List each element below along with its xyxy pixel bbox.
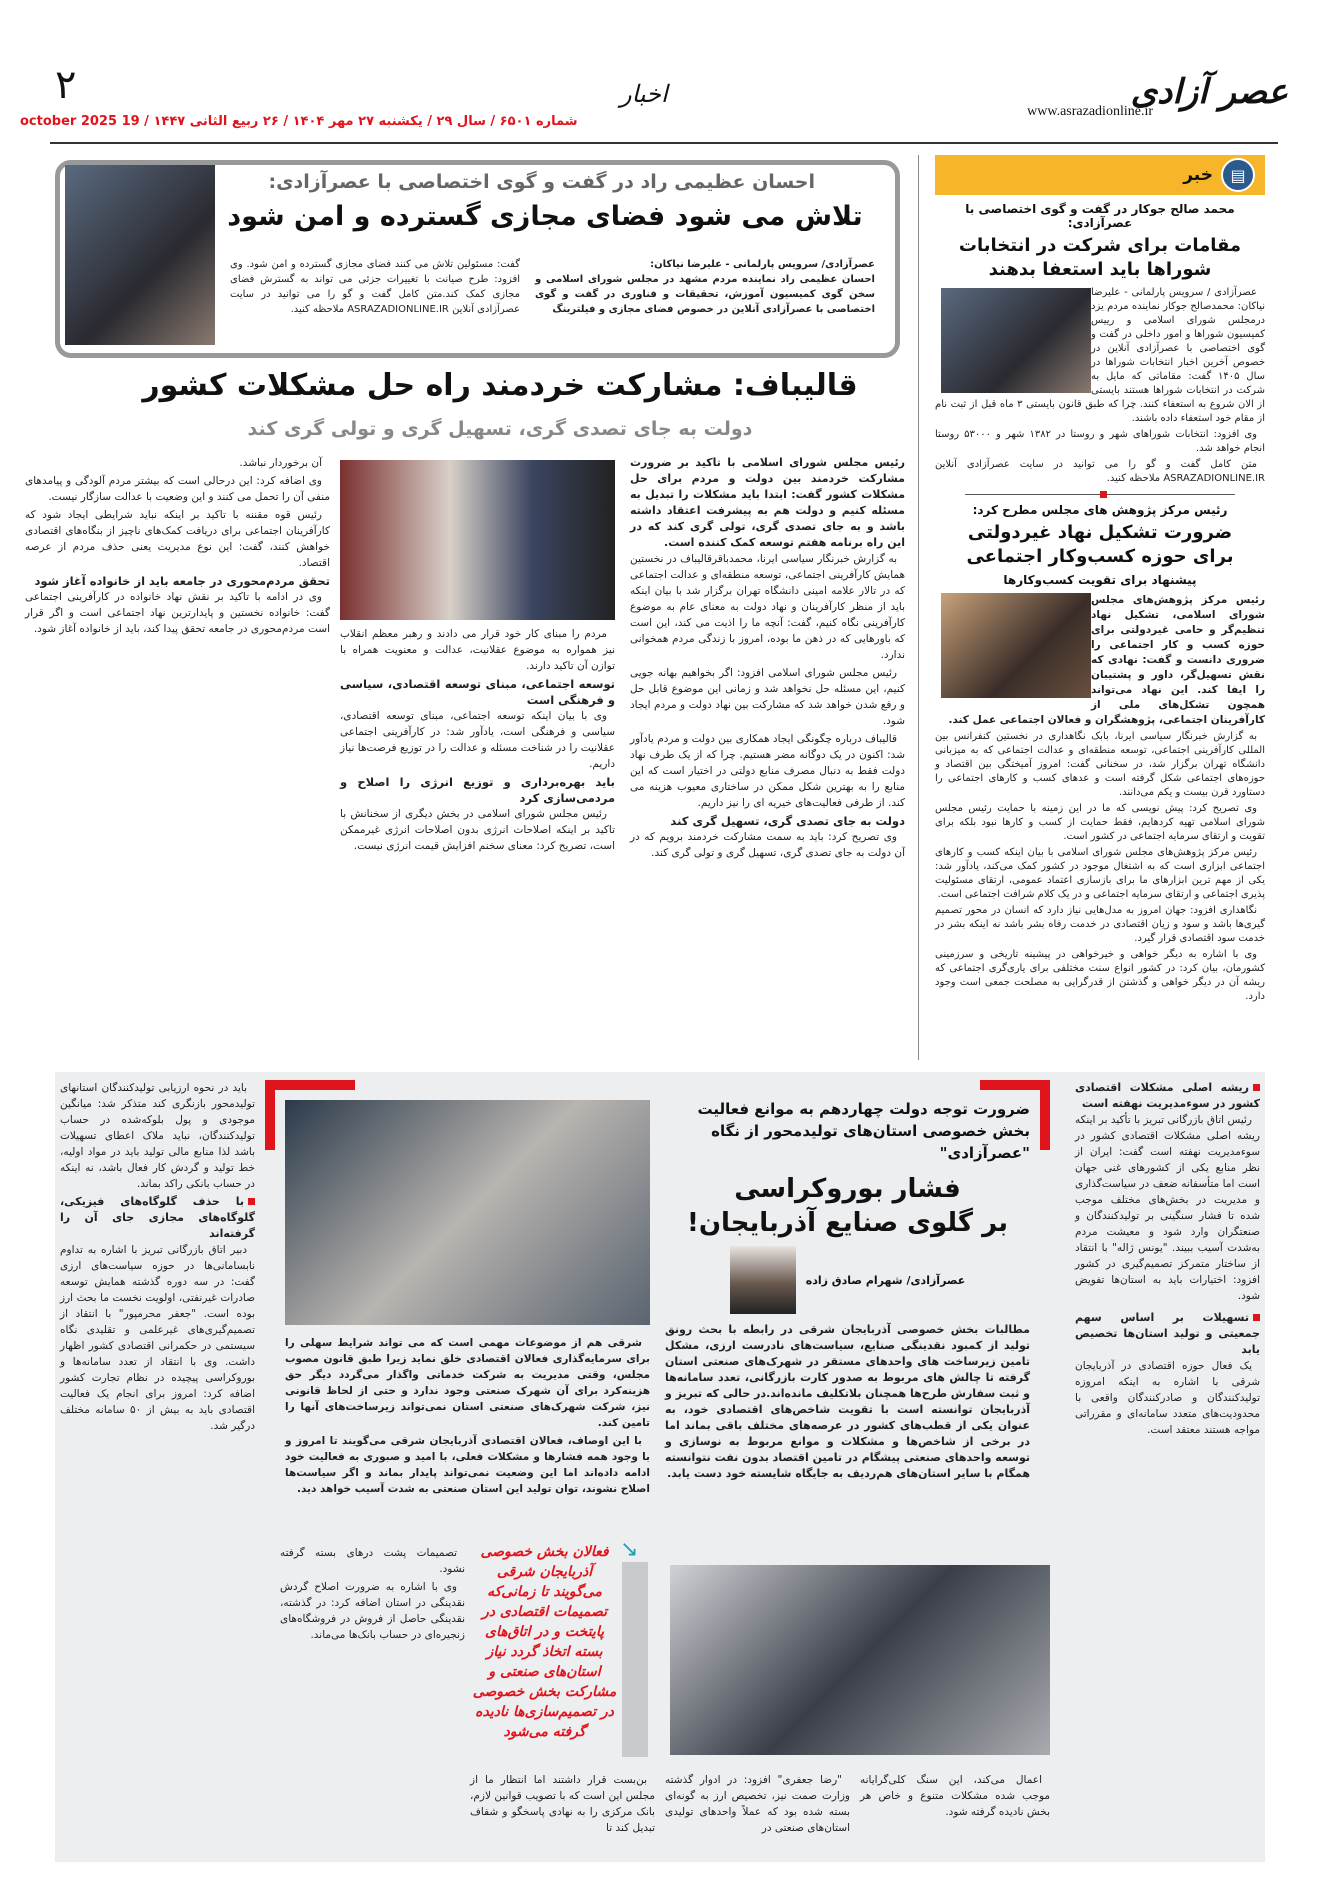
- lead-intro: رئیس مجلس شورای اسلامی با تاکید بر ضرورت مشارکت خردمند بین دولت و مردم برای حل مشکلات کشور گفت: ابتدا باید مشکلات را تبدیل به مسئله کنیم و دولت هم به پیشرفت اعتقاد داشته باشد و به جای تصدی گری، تولی گری کند که در این راه برنامه هفتم توسعه کمک کننده است.: [630, 456, 905, 549]
- feature-photo-1: [285, 1100, 650, 1325]
- lead-subhead: دولت به جای تصدی گری، تسهیل گری و تولی گری کند: [247, 418, 753, 440]
- story1-paragraph: عصرآزادی / سرویس پارلمانی - علیرضا نیاکان: محمدصالح جوکار نماینده مردم یزد درمجلس شورای اسلامی و رییس کمیسیون شوراها و امور داخلی در گفت و گوی اختصاصی با عصرآزادی آنلاین در خصوص آخرین اخبار انتخابات شوراها در سال ۱۴۰۵ گفت: مقاماتی که مایل به شرکت در انتخابات شوراها هستند بایستی از الان شروع به استعفاء کنند. چرا که طبق قانون بایستی ۳ ماه قبل از ثبت نام از مقام خود استعفاء داده باشند.: [935, 287, 1265, 424]
- frame-accent: [1040, 1080, 1050, 1150]
- lead-paragraph: آن برخوردار نباشد.: [239, 457, 322, 469]
- story2-photo: [941, 593, 1091, 698]
- interview-lead: احسان عظیمی راد نماینده مردم مشهد در مجلس شورای اسلامی و سخن گوی کمیسیون آموزش، تحقیقات و فناوری در گفت و گوی اختصاصی با عصرآزادی آنلاین در خصوص فضای مجازی و فیلترینگ: [535, 274, 875, 315]
- feature-headline-2: بر گلوی صنایع آذربایجان!: [686, 1208, 1009, 1238]
- news-badge: [935, 155, 1265, 195]
- interview-box: [55, 160, 900, 358]
- feature-paragraph: بن‌بست قرار داشتند اما انتظار ما از مجلس این است که با تصویب قوانین لازم، بانک مرکزی را به نهادی پاسخگو و شفاف تبدیل کند تا: [470, 1774, 655, 1834]
- interview-body: گفت: مسئولین تلاش می کنند فضای مجازی گسترده و امن شود. وی افزود: طرح صیانت با تغییرات جزئی می تواند به گسترش فضای مجازی کمک کند.متن کامل گفت و گو را می توانید در سایت عصرآزادی آنلاین ASRAZADIONLINE.IR ملاحظه کنید.: [230, 259, 520, 315]
- feature-paragraph: باید در نحوه ارزیابی تولیدکنندگان استانهای تولیدمحور بازنگری کند متذکر شد: میانگین موجودی و پول بلوکه‌شده در حساب تولیدکنندگان، نباید ملاک اعطای تسهیلات باشد لذا منابع مالی تولید باید در مواد اولیه، خط تولید و گردش کار فعال باشد، نه اینکه در حساب بانکی راکد بماند.: [60, 1082, 255, 1190]
- website-link[interactable]: www.asrazadionline.ir: [1027, 104, 1153, 119]
- feature-photo-2: [670, 1565, 1050, 1755]
- feature-kicker: ضرورت توجه دولت چهاردهم به موانع فعالیت بخش خصوصی استان‌های تولیدمحور از نگاه "عصرآزادی": [697, 1100, 1030, 1162]
- lead-paragraph: وی اضافه کرد: این درحالی است که بیشتر مردم آلودگی و پیامدهای منفی آن را تحمل می کنند و این وضعیت با عدالت سازگار نیست.: [25, 475, 330, 503]
- column-divider: [918, 155, 919, 1060]
- story1-photo: [941, 288, 1091, 393]
- feature-paragraph: تصمیمات پشت درهای بسته گرفته نشود.: [280, 1547, 465, 1575]
- author-photo: [730, 1246, 796, 1314]
- lead-paragraph: رئیس قوه مقننه با تاکید بر اینکه نباید شرایطی ایجاد شود که کارآفرینان اجتماعی برای دریافت کمک‌های ناچیز از بنگاه‌های اقتصادی خواهش کنند، گفت: این نوع مدیریت یعنی حذف مردم از عرصه اقتصاد.: [25, 509, 330, 569]
- story2-paragraph: وی با اشاره به دیگر خواهی و خیرخواهی در پیشینه تاریخی و سرزمینی کشورمان، بیان کرد: در کشور انواع سنت مختلفی برای یاری‌گری اجتماعی که ریشه آن در دیگر خواهی و گذشتن از قدرگرایی به مصلحت جمعی است وجود دارد.: [935, 949, 1265, 1002]
- feature-headline-1: فشار بوروکراسی: [734, 1174, 961, 1204]
- feature-byline: عصرآزادی/ شهرام صادق زاده: [805, 1273, 966, 1287]
- header-divider: [50, 142, 1278, 144]
- newspaper-logo: عصر آزادی: [1130, 72, 1288, 112]
- lead-paragraph: رئیس مجلس شورای اسلامی در بخش دیگری از سخنانش با تاکید بر اینکه اصلاحات انرژی بدون اصلاحات انرژی غیرممکن است، تصریح کرد: معنای سخنم افزایش قیمت انرژی نیست.: [340, 808, 615, 852]
- feature-lead: مطالبات بخش خصوصی آذربایجان شرقی در رابطه با بحث رونق تولید از کمبود نقدینگی صنایع، سیاست‌های نادرست ارزی، مشکل تامین زیرساخت های واحدهای مستقر در شهرک‌های صنعتی استان گرفته تا چالش های مربوط به صدور کارت بازرگانی، تعدد سامانه‌ها و ثبت سفارش طرح‌ها همچنان بلاتکلیف مانده‌اند.در حالی که تبریز و آذربایجان توانسته است با تقویت شاخص‌های اقتصادی خود، به عنوان یکی از قطب‌های کشور در عرصه‌های مختلف باقی بماند اما در برخی از شاخص‌ها و مشکلات و موانع مربوط به نوسازی و توسعه واحدهای صنعتی پیشگام در تامین اقتصاد بدون نفت نتوانسته همگام با سایر استان‌های هم‌ردیف به جایگاه شایسته خود دست یابد.: [665, 1323, 1030, 1480]
- issue-dateline: شماره ۶۵۰۱ / سال ۲۹ / یکشنبه ۲۷ مهر ۱۴۰۴ / ۲۶ ربیع الثانی ۱۴۴۷ / 19 october 2025: [20, 114, 578, 129]
- story2-headline: ضرورت تشکیل نهاد غیردولتی برای حوزه کسب‌وکار اجتماعی: [966, 522, 1234, 567]
- story2-paragraph: رئیس مرکز پژوهش‌های مجلس شورای اسلامی با بیان اینکه کسب و کارهای اجتماعی ابزاری است که به اشتغال موجود در کشور کمک می‌کند، یادآور شد: یکی از مهم ترین ابزارهای ما برای بازسازی اعتماد عمومی، ارتقای مسئولیت پذیری اجتماعی و ارتقای سرمایه اجتماعی و در یک کلام شرافت اجتماعی است.: [935, 847, 1265, 900]
- interviewee-photo: [65, 165, 215, 345]
- interview-headline: تلاش می شود فضای مجازی گسترده و امن شود: [227, 201, 863, 232]
- story2-paragraph: به گزارش خبرنگار سیاسی ایرنا، بابک نگاهداری در نخستین کنفرانس بین المللی کارآفرینی اجتماعی، توسعه منطقه‌ای و عدالت اجتماعی که به میزبانی دانشگاه تهران برگزار شد، در سخنانی گفت: امروز آمیختگی بین اقتصاد و حوزه‌های اجتماعی شکل گرفته است و عدهای کسب و کارهای اجتماعی را دستاورد قرن بیست و یکم می‌دانند.: [935, 731, 1265, 798]
- lead-section-head: توسعه اجتماعی، مبنای توسعه اقتصادی، سیاسی و فرهنگی است: [340, 677, 615, 707]
- interview-byline: عصرآزادی/ سرویس پارلمانی - علیرضا نیاکان:: [650, 259, 875, 270]
- frame-accent: [265, 1080, 275, 1150]
- story1-paragraph: وی افزود: انتخابات شوراهای شهر و روستا در ۱۳۸۲ شهر و ۵۳۰۰۰ روستا انجام خواهد شد.: [935, 429, 1265, 454]
- pull-quote: فعالان بخش خصوصی آذربایجان شرقی می‌گویند تا زمانی‌که تصمیمات اقتصادی در پایتخت و در اتاق‌های بسته اتخاذ گردد نیاز استان‌های صنعتی و مشارکت بخش خصوصی در تصمیم‌سازی‌ها نادیده گرفته می‌شود: [472, 1544, 617, 1740]
- interview-kicker: احسان عظیمی راد در گفت و گوی اختصاصی با عصرآزادی:: [268, 171, 815, 193]
- feature-paragraph: شرقی هم از موضوعات مهمی است که می تواند شرایط سهلی را برای سرمایه‌گذاری فعالان اقتصادی خلق نماید زیرا طبق قانون مصوب مجلس، وقتی مدیریت به شرکت خدماتی واگذار می‌گردد دیگر حق هزینه‌کرد برای آن شهرک صنعتی وجود ندارد و حتی از لحاظ قانونی نیز، شرکت شهرک‌های صنعتی استان نمی‌تواند زیرساخت‌های آنها را تامین کند.: [285, 1337, 650, 1429]
- news-badge-label: خبر: [1183, 165, 1213, 185]
- feature-header: [665, 1098, 1030, 1482]
- lead-paragraph: مردم را مبنای کار خود قرار می دادند و رهبر معظم انقلاب نیز همواره به موضوع عقلانیت، عدالت و معنویت همراه با توازن آن تاکید دارند.: [340, 628, 615, 672]
- lead-section-head: دولت به جای تصدی گری، تسهیل گری کند: [670, 814, 905, 828]
- story1-paragraph: متن کامل گفت و گو را می توانید در سایت عصرآزادی آنلاین ASRAZADIONLINE.IR ملاحظه کنید.: [935, 459, 1265, 484]
- story-divider: [965, 494, 1235, 495]
- pull-quote-arrow-icon: ↘: [620, 1537, 639, 1562]
- feature-section-head: ریشه اصلی مشکلات اقتصادی کشور در سوءمدیریت نهفته است: [1075, 1081, 1260, 1110]
- feature-paragraph: دبیر اتاق بازرگانی تبریز با اشاره به تداوم نابسامانی‌ها در حوزه سیاست‌های ارزی گفت: در سه دوره گذشته همایش توسعه صادرات غیرنفتی، اولویت نخست ما بحث ارز بوده است. "جعفر محرمپور" با انتقاد از تصمیم‌گیری‌های غیرعلمی و تقلیدی نگاه سیستمی در حکمرانی اقتصادی کشور اظهار داشت. وی با انتقاد از تعدد سامانه‌ها و بوروکراسی پیچیده در نظام تجارت کشور اضافه کرد: امروز برای انجام یک فعالیت اقتصادی باید به بیش از ۵۰ سامانه مختلف درگیر شد.: [60, 1244, 255, 1432]
- lead-paragraph: به گزارش خبرنگار سیاسی ایرنا، محمدباقرقالیباف در نخستین همایش کارآفرینی اجتماعی، توسعه منطقه‌ای و عدالت اجتماعی که در تالار علامه امینی دانشگاه تهران برگزار شد با بیان اینکه باید از منظر کارآفرینان و نهاد دولت به معنای عام به موضوع کارآفرینی نگاه کنیم، گفت: آنچه ما را اذیت می کند، این است که باورهایی که در ذهن ما بوده، امروز با زندگی مردم همخوانی ندارد.: [630, 553, 905, 661]
- story2-paragraph: وی تصریح کرد: پیش نویسی که ما در این زمینه با حمایت رئیس مجلس شورای اسلامی تهیه کردهایم، فقط حمایت از کسب و کارها نبود بلکه برای تقویت و ارتقای سرمایه اجتماعی در کشور است.: [935, 803, 1265, 842]
- feature-paragraph: یک فعال حوزه اقتصادی در آذربایجان شرقی با اشاره به اینکه امروزه تولیدکنندگان و صادرکنندگان واقعی با محدودیت‌های متعدد سامانه‌ای و مقرراتی مواجه هستند معتقد است.: [1075, 1360, 1260, 1436]
- lead-photo: [340, 460, 615, 620]
- lead-headline: قالیباف: مشارکت خردمند راه حل مشکلات کشور: [142, 368, 858, 403]
- story2-subhead: پیشنهاد برای تقویت کسب‌وکارها: [1003, 573, 1197, 587]
- lead-section-head: تحقق مردم‌محوری در جامعه باید از خانواده آغاز شود: [34, 574, 330, 588]
- feature-section-head: با حذف گلوگاه‌های فیزیکی، گلوگاه‌های مجازی جای آن را گرفته‌اند: [60, 1195, 255, 1240]
- lead-paragraph: رئیس مجلس شورای اسلامی افزود: اگر بخواهیم بهانه جویی کنیم، این مسئله حل نخواهد شد و زمانی این موضوع قابل حل و رفع شدن خواهد شد که مشارکت بین نهاد دولت و مردم ایجاد شود.: [630, 667, 905, 727]
- newspaper-icon: ▤: [1221, 158, 1255, 192]
- pull-quote-bar: [622, 1562, 648, 1757]
- story2-paragraph: نگاهداری افزود: جهان امروز به مدل‌هایی نیاز دارد که انسان در محور تصمیم گیری‌ها باشد و سود و زیان اقتصادی در خدمت رفاه بشر باشد نه اینکه بشر در خدمت سود اقتصادی قرار گیرد.: [935, 905, 1265, 944]
- lead-paragraph: قالیباف درباره چگونگی ایجاد همکاری بین دولت و مردم یادآور شد: اکنون در یک دوگانه مضر هستیم. چرا که از یک طرف نهاد دولت فقط به دنبال مصرف منابع دولتی در اختیار است که این منابع را به بهترین شکل ممکن در ساختاری معیوب هزینه می کند. از طرفی فعالیت‌های خیریه ای را نیز داریم.: [630, 733, 905, 809]
- feature-paragraph: رئیس اتاق بازرگانی تبریز با تأکید بر اینکه ریشه اصلی مشکلات اقتصادی کشور در سوءمدیریت نهفته است گفت: ایران از نظر منابع یکی از کشورهای غنی جهان است اما متأسفانه ضعف در سیاست‌گذاری و مدیریت در بخش‌های مختلف موجب شده تا فشار سنگینی بر تولیدکنندگان و صنعتگران وارد شود و معیشت مردم به‌شدت آسیب ببیند. "یونس ژاله" با انتقاد از ساختار متمرکز تصمیم‌گیری در کشور افزود: اختیارات باید به استان‌ها تفویض شود.: [1075, 1114, 1260, 1302]
- lead-paragraph: وی در ادامه با تاکید بر نقش نهاد خانواده در کارآفرینی اجتماعی گفت: خانواده نخستین و پایدارترین نهاد اجتماعی است و اگر قرار است مردم‌محوری در جامعه تحقق پیدا کند، باید از خانواده آغاز شود.: [25, 591, 330, 635]
- story2-lead: رئیس مرکز پژوهش‌های مجلس شورای اسلامی، تشکیل نهاد تنظیم‌گر و حامی غیردولتی برای حوزه کسب و کار اجتماعی را ضروری دانست و گفت: نهادی که نقش تسهیل‌گر، داور و پشتیبان را ایفا کند. این نهاد می‌تواند همچون تشکل‌های ملی از کارآفرینان اجتماعی، پژوهشگران و فعالان اجتماعی عمل کند.: [948, 594, 1265, 726]
- feature-paragraph: با این اوصاف، فعالان اقتصادی آذربایجان شرقی می‌گویند تا امروز و با وجود همه فشارها و مشکلات فعلی، با امید و صبوری به فعالیت خود ادامه داده‌اند اما این وضعیت نمی‌تواند پایدار بماند و اگر سیاست‌ها اصلاح نشوند، توان تولید این استان صنعتی به شدت آسیب خواهد دید.: [285, 1435, 650, 1495]
- story2-kicker: رئیس مرکز پژوهش های مجلس مطرح کرد:: [972, 503, 1228, 517]
- section-title: اخبار: [620, 80, 668, 108]
- story1-kicker: محمد صالح جوکار در گفت و گوی اختصاصی با عصرآزادی:: [965, 202, 1235, 230]
- lead-paragraph: وی با بیان اینکه توسعه اجتماعی، مبنای توسعه اقتصادی، سیاسی و فرهنگی است، یادآور شد: در کارآفرینی اجتماعی عقلانیت را در شناخت مسئله و عدالت را در توزیع فرصت‌ها نیاز داریم.: [340, 710, 615, 770]
- feature-paragraph: وی با اشاره به ضرورت اصلاح گردش نقدینگی در استان اضافه کرد: در گذشته، نقدینگی حاصل از فروش در فروشگاه‌های زنجیره‌ای در حساب بانک‌ها می‌ماند.: [280, 1581, 465, 1641]
- feature-section-head: تسهیلات بر اساس سهم جمعیتی و تولید استان‌ها تخصیص یابد: [1075, 1311, 1260, 1356]
- story1-headline: مقامات برای شرکت در انتخابات شوراها باید استعفا بدهند: [958, 235, 1242, 280]
- feature-paragraph: "رضا جعفری" افزود: در ادوار گذشته وزارت صمت نیز، تخصیص ارز به گونه‌ای بسته شده بود که عملاً واحدهای تولیدی استان‌های صنعتی در: [665, 1774, 850, 1834]
- lead-section-head: باید بهره‌برداری و توزیع انرژی را اصلاح و مردمی‌سازی کرد: [340, 775, 615, 805]
- lead-paragraph: وی تصریح کرد: باید به سمت مشارکت خردمند برویم که در آن دولت به جای تصدی گری، تسهیل گری و تولی گری کند.: [630, 831, 905, 859]
- feature-paragraph: اعمال می‌کند، این سنگ کلی‌گرایانه موجب شده مشکلات متنوع و خاص هر بخش نادیده گرفته شود.: [860, 1774, 1050, 1818]
- page-number: ۲: [55, 62, 77, 108]
- frame-accent: [265, 1080, 355, 1090]
